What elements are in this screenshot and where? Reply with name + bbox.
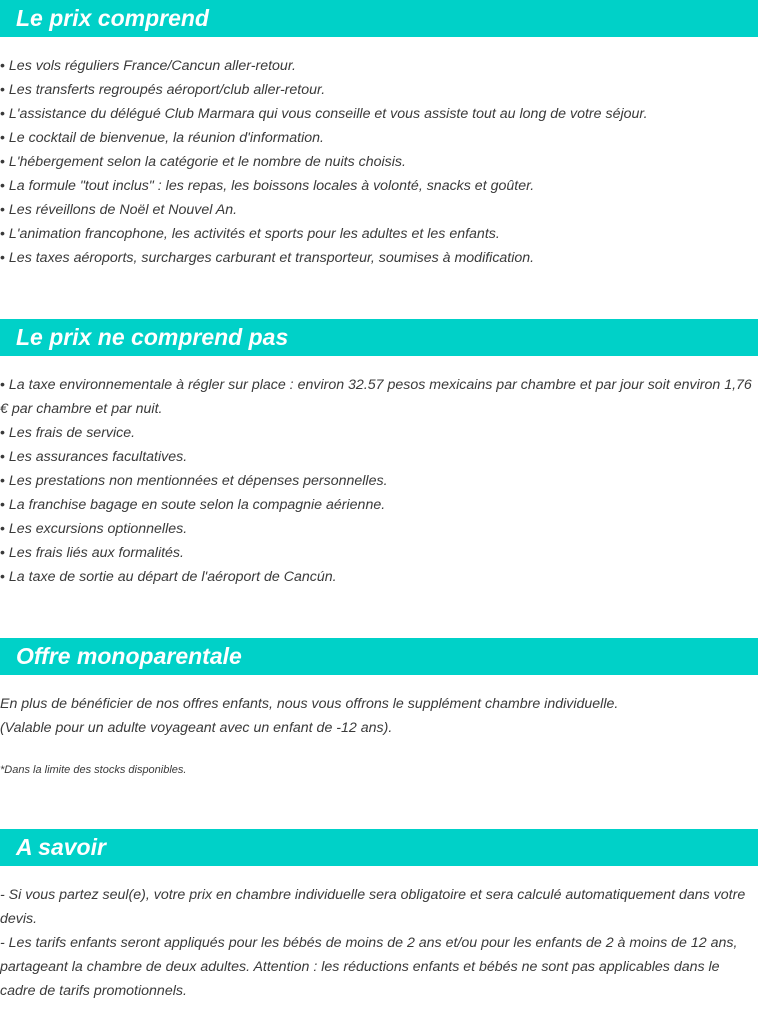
section-title-single-parent: Offre monoparentale (0, 638, 758, 675)
bullet-icon: • (0, 250, 5, 266)
not-included-section (0, 319, 758, 589)
section-title-not-included: Le prix ne comprend pas (0, 319, 758, 356)
to-know-item-2: - Les tarifs enfants seront appliqués pour les bébés de moins de 2 ans et/ou pour les enfants de 2 à moins de 12 ans, partageant la chambre de deux adultes. Attention : les réductions enfants et bébés ne sont pas applicables dans le cadre de tarifs promotionnels. (0, 935, 738, 999)
bullet-icon: • (0, 58, 5, 74)
bullet-icon: • (0, 106, 5, 122)
single-parent-text-line-1: En plus de bénéficier de nos offres enfants, nous vous offrons le supplément chambre individuelle. (0, 696, 619, 712)
bullet-icon: • (0, 449, 5, 465)
list-item: • L'animation francophone, les activités et sports pour les adultes et les enfants. (0, 226, 500, 242)
included-list (0, 54, 758, 270)
section-title-to-know: A savoir (0, 829, 758, 866)
list-item: • L'hébergement selon la catégorie et le nombre de nuits choisis. (0, 154, 406, 170)
bullet-icon: • (0, 425, 5, 441)
to-know-item-1: - Si vous partez seul(e), votre prix en chambre individuelle sera obligatoire et sera calculé automatiquement dans votre devis. (0, 887, 746, 927)
bullet-icon: • (0, 521, 5, 537)
bullet-icon: • (0, 178, 5, 194)
list-item: • Les vols réguliers France/Cancun aller-retour. (0, 58, 296, 74)
stock-limit-note: *Dans la limite des stocks disponibles. (0, 764, 187, 776)
list-item: • La franchise bagage en soute selon la compagnie aérienne. (0, 497, 386, 513)
bullet-icon: • (0, 82, 5, 98)
list-item: • Le cocktail de bienvenue, la réunion d'information. (0, 130, 324, 146)
section-title-included: Le prix comprend (0, 0, 758, 37)
list-item: • Les réveillons de Noël et Nouvel An. (0, 202, 238, 218)
list-item: • Les assurances facultatives. (0, 449, 188, 465)
bullet-icon: • (0, 569, 5, 585)
included-section (0, 0, 758, 270)
not-included-list (0, 373, 758, 589)
single-parent-text-line-2: (Valable pour un adulte voyageant avec un enfant de -12 ans). (0, 720, 393, 736)
list-item: • Les frais liés aux formalités. (0, 545, 184, 561)
list-item: • La taxe de sortie au départ de l'aéroport de Cancún. (0, 569, 337, 585)
bullet-icon: • (0, 226, 5, 242)
list-item: • Les taxes aéroports, surcharges carburant et transporteur, soumises à modification. (0, 250, 535, 266)
list-item: • Les transferts regroupés aéroport/club aller-retour. (0, 82, 326, 98)
to-know-section (0, 829, 758, 1003)
list-item: • L'assistance du délégué Club Marmara qui vous conseille et vous assiste tout au long de votre séjour. (0, 106, 648, 122)
list-item: • Les prestations non mentionnées et dépenses personnelles. (0, 473, 388, 489)
bullet-icon: • (0, 497, 5, 513)
list-item: • La taxe environnementale à régler sur place : environ 32.57 pesos mexicains par chambre et par jour soit environ 1,76 € par chambre et par nuit. (0, 377, 752, 417)
bullet-icon: • (0, 202, 5, 218)
list-item: • La formule "tout inclus" : les repas, les boissons locales à volonté, snacks et goûter. (0, 178, 535, 194)
list-item: • Les excursions optionnelles. (0, 521, 188, 537)
bullet-icon: • (0, 377, 5, 393)
bullet-icon: • (0, 545, 5, 561)
single-parent-section (0, 638, 758, 778)
bullet-icon: • (0, 473, 5, 489)
bullet-icon: • (0, 130, 5, 146)
list-item: • Les frais de service. (0, 425, 136, 441)
bullet-icon: • (0, 154, 5, 170)
